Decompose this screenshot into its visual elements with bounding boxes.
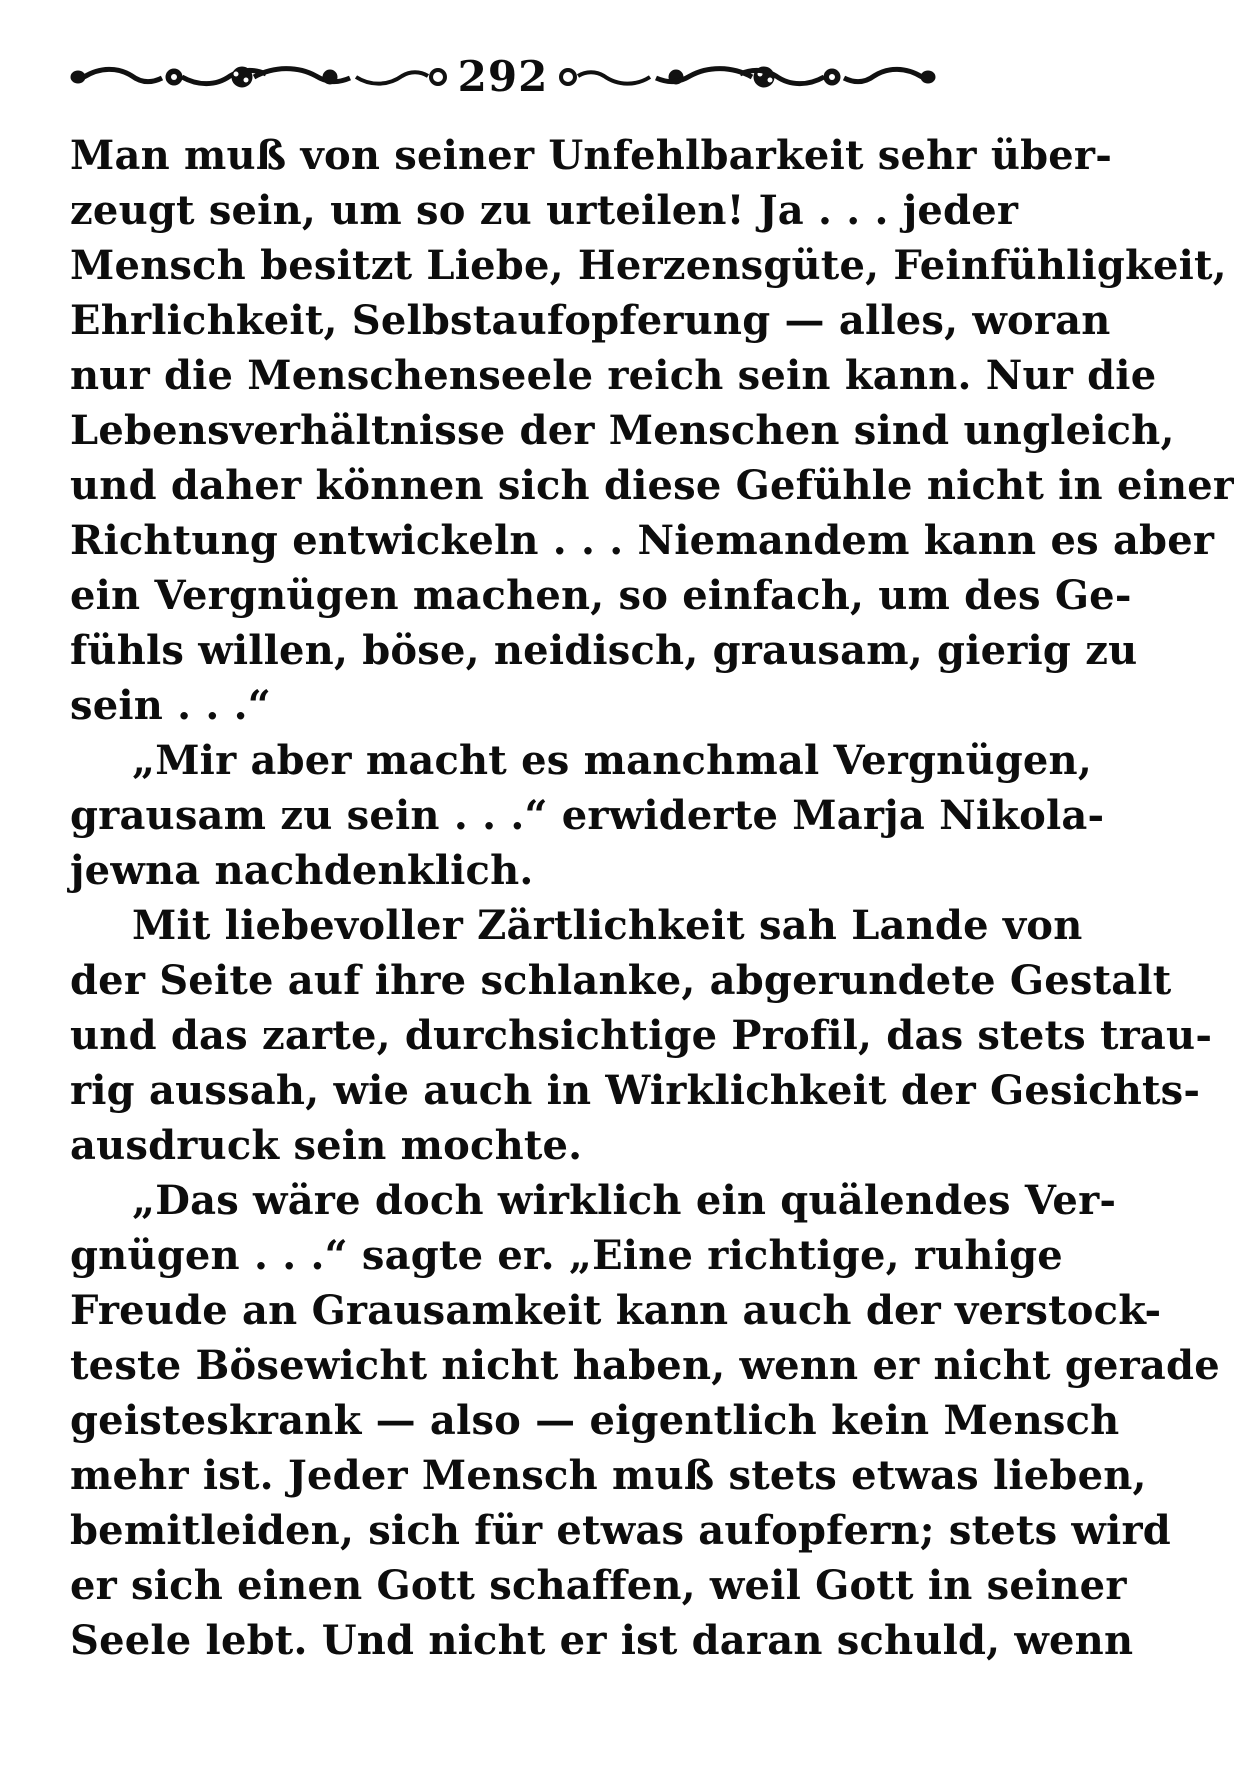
text-line: zeugt sein, um so zu urteilen! Ja . . . jeder	[70, 187, 1019, 234]
page-number: 292	[457, 52, 549, 101]
text-line: teste Bösewicht nicht haben, wenn er nicht gerade	[70, 1342, 1220, 1389]
text-line: sein . . .“	[70, 682, 272, 729]
ornament-left-icon	[70, 62, 448, 92]
text-line: und das zarte, durchsichtige Profil, das stets trau-	[70, 1012, 1213, 1059]
text-line: rig aussah, wie auch in Wirklichkeit der Gesichts-	[70, 1067, 1201, 1114]
text-line: grausam zu sein . . .“ erwiderte Marja Nikola-	[70, 792, 1105, 839]
text-line: und daher können sich diese Gefühle nicht in einer	[70, 462, 1234, 509]
ornament-right-icon	[558, 62, 936, 92]
text-line: Seele lebt. Und nicht er ist daran schuld, wenn	[70, 1617, 1134, 1664]
text-line: nur die Menschenseele reich sein kann. Nur die	[70, 352, 1157, 399]
page-header	[70, 52, 936, 102]
text-line: „Das wäre doch wirklich ein quälendes Ver-	[132, 1177, 1117, 1224]
text-line: bemitleiden, sich für etwas aufopfern; stets wird	[70, 1507, 1171, 1554]
text-line: Freude an Grausamkeit kann auch der verstock-	[70, 1287, 1162, 1334]
text-line: Mit liebevoller Zärtlichkeit sah Lande von	[132, 902, 1083, 949]
text-line: gnügen . . .“ sagte er. „Eine richtige, ruhige	[70, 1232, 1063, 1279]
text-line: „Mir aber macht es manchmal Vergnügen,	[132, 737, 1092, 784]
text-line: geisteskrank — also — eigentlich kein Mensch	[70, 1397, 1120, 1444]
text-line: fühls willen, böse, neidisch, grausam, gierig zu	[70, 627, 1138, 674]
body-text	[70, 128, 1234, 1668]
text-line: mehr ist. Jeder Mensch muß stets etwas lieben,	[70, 1452, 1147, 1499]
text-line: Mensch besitzt Liebe, Herzensgüte, Feinfühligkeit,	[70, 242, 1227, 289]
text-line: er sich einen Gott schaffen, weil Gott in seiner	[70, 1562, 1127, 1609]
text-line: der Seite auf ihre schlanke, abgerundete Gestalt	[70, 957, 1172, 1004]
text-line: ein Vergnügen machen, so einfach, um des Ge-	[70, 572, 1132, 619]
text-line: Lebensverhältnisse der Menschen sind ungleich,	[70, 407, 1175, 454]
text-line: Man muß von seiner Unfehlbarkeit sehr über-	[70, 132, 1112, 179]
text-line: Ehrlichkeit, Selbstaufopferung — alles, woran	[70, 297, 1111, 344]
text-line: jewna nachdenklich.	[70, 847, 534, 894]
text-line: Richtung entwickeln . . . Niemandem kann es aber	[70, 517, 1215, 564]
text-line: ausdruck sein mochte.	[70, 1122, 583, 1169]
